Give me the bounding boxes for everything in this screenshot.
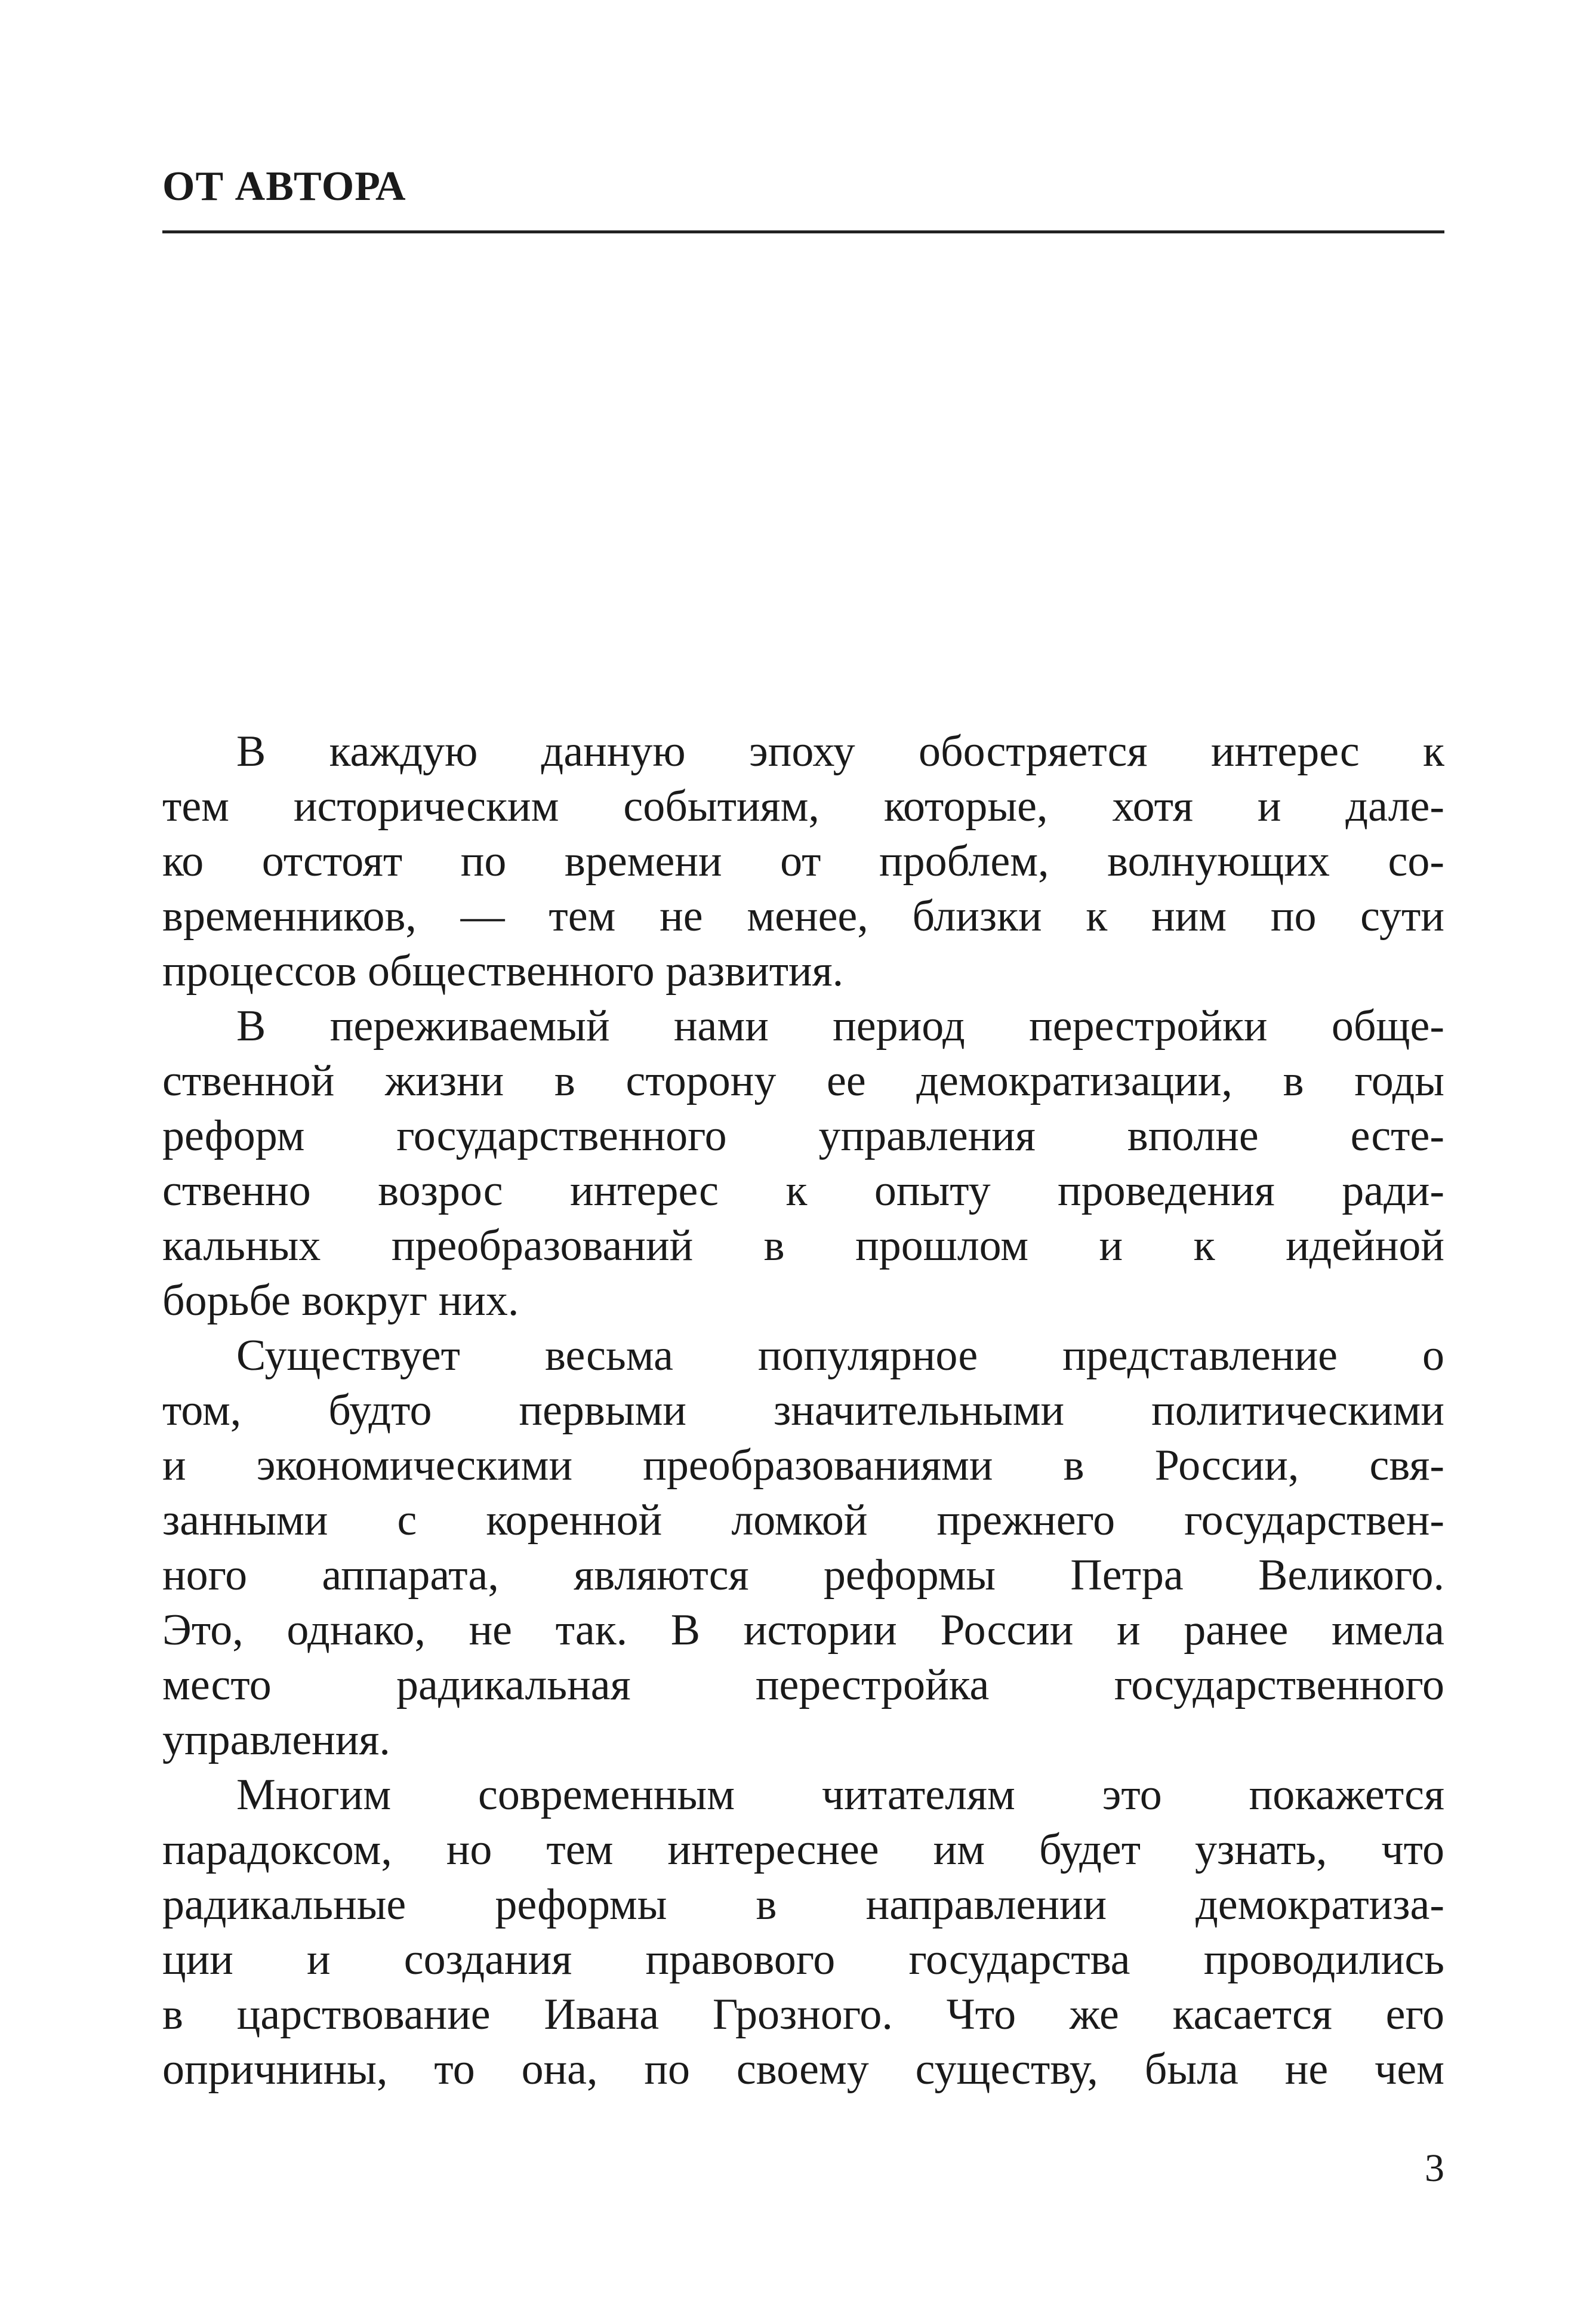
text-line: ции и создания правового государства проводились (162, 1935, 1444, 1984)
text-line: занными с коренной ломкой прежнего государствен- (162, 1496, 1444, 1545)
text-line: борьбе вокруг них. (162, 1276, 519, 1325)
body-text (162, 724, 1444, 2097)
text-line: в царствование Ивана Грозного. Что же касается его (162, 1990, 1444, 2039)
text-line: ственно возрос интерес к опыту проведения ради- (162, 1166, 1444, 1215)
paragraph-3 (162, 1328, 1444, 1767)
text-line: Это, однако, не так. В истории России и ранее имела (162, 1606, 1444, 1655)
text-line: реформ государственного управления вполне есте- (162, 1111, 1444, 1160)
paragraph-4 (162, 1767, 1444, 2097)
text-line: место радикальная перестройка государственного (162, 1661, 1444, 1709)
text-line: радикальные реформы в направлении демократиза- (162, 1880, 1444, 1929)
chapter-heading: ОТ АВТОРА (162, 164, 406, 210)
text-line: том, будто первыми значительными политическими (162, 1386, 1444, 1435)
text-line: ного аппарата, являются реформы Петра Великого. (162, 1551, 1444, 1600)
heading-rule (162, 230, 1444, 233)
text-line: кальных преобразований в прошлом и к идейной (162, 1221, 1444, 1270)
text-line: Существует весьма популярное представление о (236, 1331, 1444, 1380)
text-line: тем историческим событиям, которые, хотя и дале- (162, 782, 1444, 831)
text-line: ко отстоят по времени от проблем, волнующих со- (162, 837, 1444, 886)
text-line: ственной жизни в сторону ее демократизации, в годы (162, 1056, 1444, 1105)
text-line: парадоксом, но тем интереснее им будет узнать, что (162, 1825, 1444, 1874)
page-number: 3 (1425, 2146, 1444, 2190)
text-line: В переживаемый нами период перестройки обще- (236, 1002, 1444, 1051)
text-line: процессов общественного развития. (162, 947, 844, 996)
paragraph-2 (162, 999, 1444, 1328)
text-line: и экономическими преобразованиями в России, свя- (162, 1441, 1444, 1490)
text-line: В каждую данную эпоху обостряется интерес к (236, 727, 1444, 776)
paragraph-1 (162, 724, 1444, 999)
text-line: Многим современным читателям это покажется (236, 1770, 1444, 1819)
text-line: опричнины, то она, по своему существу, была не чем (162, 2045, 1444, 2094)
text-line: временников, — тем не менее, близки к ним по сути (162, 892, 1444, 941)
text-line: управления. (162, 1715, 390, 1764)
